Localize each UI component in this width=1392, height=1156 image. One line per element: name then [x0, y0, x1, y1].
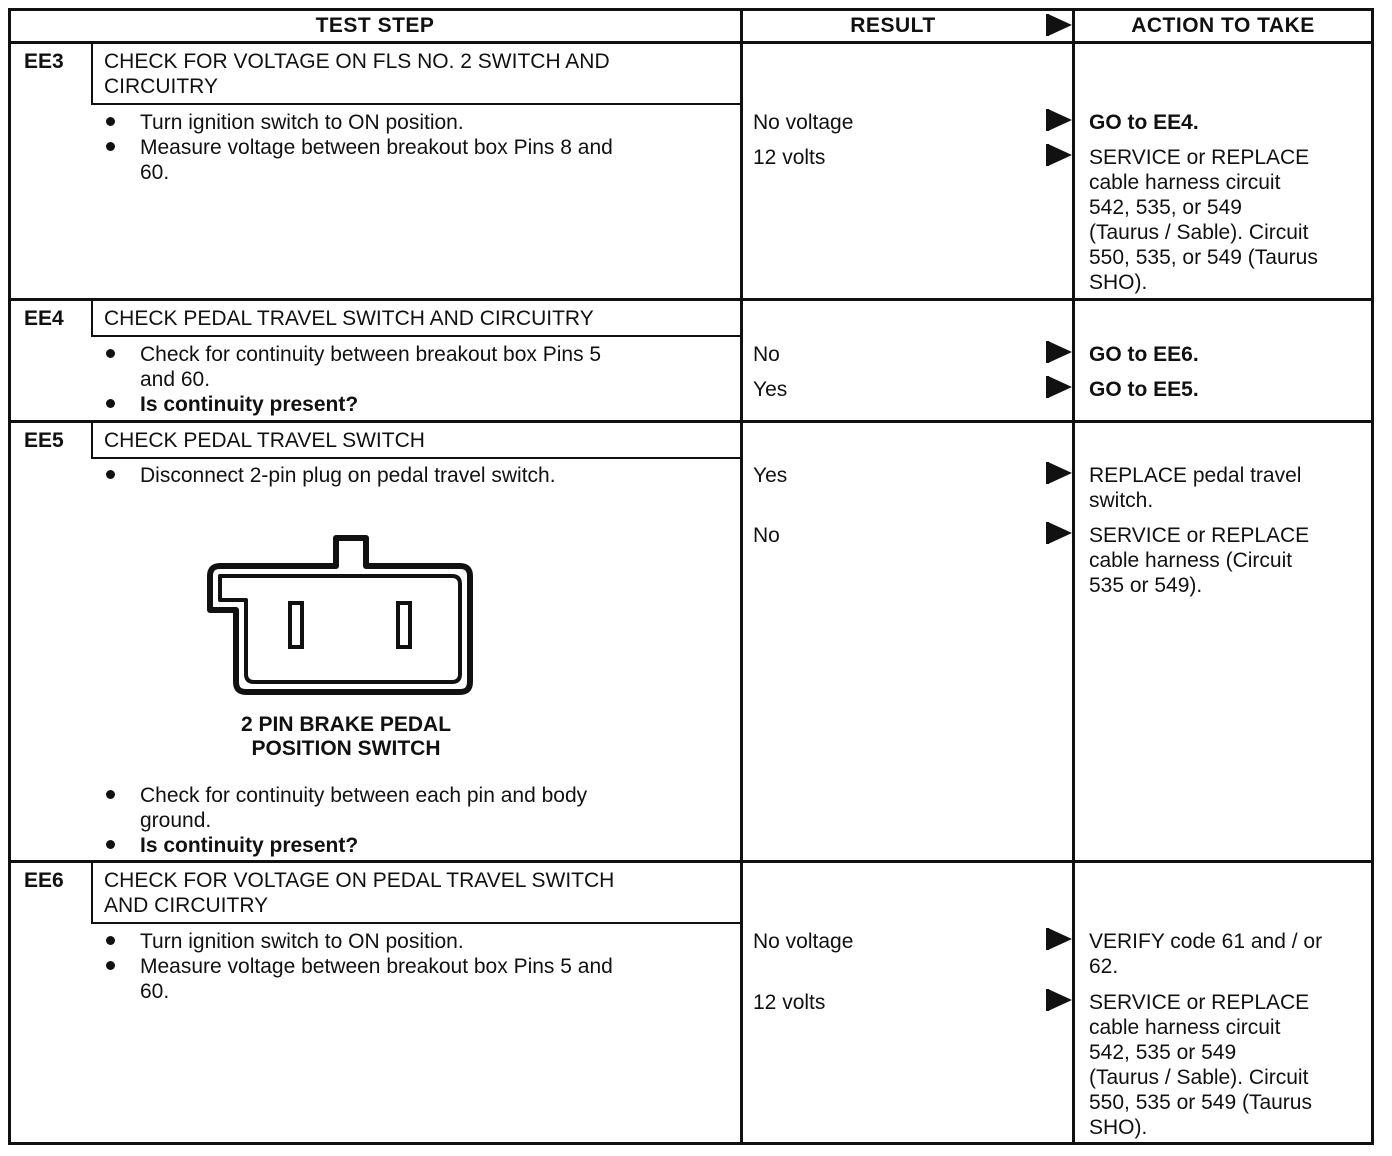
step-id-ee5: EE5: [24, 429, 64, 452]
action-ee3-2-line2: cable harness circuit: [1089, 171, 1281, 194]
action-ee6-2-line4: (Taurus / Sable). Circuit: [1089, 1066, 1309, 1089]
action-column-border: [1072, 8, 1075, 1145]
bullet-ee3-2-line2: 60.: [140, 161, 170, 184]
title-underline-ee4: [91, 335, 741, 337]
result-ee5-2: No: [753, 524, 780, 547]
row-divider-ee6: [8, 860, 1374, 863]
table-right-border: [1371, 8, 1374, 1145]
header-test-step: TEST STEP: [315, 14, 435, 37]
result-ee4-2: Yes: [753, 378, 788, 401]
action-ee6-2-line5: 550, 535 or 549 (Taurus: [1089, 1091, 1312, 1114]
bullet-ee5-1: Disconnect 2-pin plug on pedal travel switch.: [140, 464, 556, 487]
action-ee3-2-line5: 550, 535, or 549 (Taurus: [1089, 246, 1318, 269]
step-title-ee6-line2: AND CIRCUITRY: [104, 894, 269, 917]
action-ee4-2: GO to EE5.: [1089, 378, 1199, 401]
step-id-ee6: EE6: [24, 869, 64, 892]
step-title-ee3-line1: CHECK FOR VOLTAGE ON FLS NO. 2 SWITCH AND: [104, 50, 610, 73]
action-ee5-2-line1: SERVICE or REPLACE: [1089, 524, 1310, 547]
table-bottom-border: [8, 1142, 1374, 1145]
step-title-ee5: CHECK PEDAL TRAVEL SWITCH: [104, 429, 425, 452]
result-arrow-icon: [1048, 989, 1072, 1011]
bullet-icon: [106, 142, 115, 151]
bullet-ee5-3: Is continuity present?: [140, 834, 359, 857]
action-ee3-2-line6: SHO).: [1089, 271, 1148, 294]
bullet-icon: [106, 790, 115, 799]
result-arrow-icon: [1048, 522, 1072, 544]
action-ee6-1-line2: 62.: [1089, 955, 1119, 978]
bullet-icon: [106, 961, 115, 970]
bullet-icon: [106, 936, 115, 945]
action-ee4-1: GO to EE6.: [1089, 343, 1199, 366]
result-arrow-icon: [1048, 928, 1072, 950]
bullet-icon: [106, 470, 115, 479]
bullet-ee5-2-line2: ground.: [140, 809, 212, 832]
header-arrow-icon: [1048, 14, 1072, 36]
title-underline-ee5: [91, 457, 741, 459]
action-ee6-2-line2: cable harness circuit: [1089, 1016, 1281, 1039]
result-ee6-1: No voltage: [753, 930, 854, 953]
bullet-ee5-2-line1: Check for continuity between each pin and body: [140, 784, 588, 807]
figure-caption-line1: 2 PIN BRAKE PEDAL: [240, 713, 452, 736]
action-ee6-2-line1: SERVICE or REPLACE: [1089, 991, 1310, 1014]
bullet-ee6-2-line1: Measure voltage between breakout box Pins 5 and: [140, 955, 613, 978]
step-title-ee6-line1: CHECK FOR VOLTAGE ON PEDAL TRAVEL SWITCH: [104, 869, 615, 892]
action-ee5-2-line3: 535 or 549).: [1089, 574, 1203, 597]
result-ee6-2: 12 volts: [753, 991, 826, 1014]
step-id-ee4: EE4: [24, 307, 64, 330]
result-ee5-1: Yes: [753, 464, 788, 487]
action-ee5-2-line2: cable harness (Circuit: [1089, 549, 1293, 572]
row-divider-ee5: [8, 420, 1374, 423]
action-ee5-1-line1: REPLACE pedal travel: [1089, 464, 1302, 487]
bullet-ee3-1: Turn ignition switch to ON position.: [140, 111, 464, 134]
result-arrow-icon: [1048, 144, 1072, 166]
action-ee6-2-line6: SHO).: [1089, 1116, 1148, 1139]
bullet-ee6-2-line2: 60.: [140, 980, 170, 1003]
bullet-ee4-2: Is continuity present?: [140, 393, 359, 416]
result-arrow-icon: [1048, 376, 1072, 398]
action-ee5-1-line2: switch.: [1089, 489, 1154, 512]
action-ee6-2-line3: 542, 535 or 549: [1089, 1041, 1237, 1064]
action-ee3-2-line3: 542, 535, or 549: [1089, 196, 1242, 219]
id-divider-ee6: [91, 862, 93, 924]
bullet-icon: [106, 840, 115, 849]
result-ee3-1: No voltage: [753, 111, 854, 134]
bullet-ee3-2-line1: Measure voltage between breakout box Pins 8 and: [140, 136, 613, 159]
bullet-icon: [106, 349, 115, 358]
header-result: RESULT: [850, 14, 936, 37]
action-ee3-2-line4: (Taurus / Sable). Circuit: [1089, 221, 1309, 244]
figure-caption-line2: POSITION SWITCH: [251, 737, 441, 760]
brake-pedal-connector-diagram: [200, 530, 480, 700]
id-divider-ee3: [91, 42, 93, 104]
result-arrow-icon: [1048, 341, 1072, 363]
result-ee3-2: 12 volts: [753, 146, 826, 169]
result-column-border: [740, 8, 743, 1145]
id-divider-ee5: [91, 422, 93, 458]
action-ee3-2-line1: SERVICE or REPLACE: [1089, 146, 1310, 169]
step-title-ee3-line2: CIRCUITRY: [104, 75, 218, 98]
step-title-ee4: CHECK PEDAL TRAVEL SWITCH AND CIRCUITRY: [104, 307, 594, 330]
table-left-border: [8, 8, 11, 1145]
title-underline-ee3: [91, 103, 741, 105]
bullet-ee4-1-line1: Check for continuity between breakout box Pins 5: [140, 343, 602, 366]
result-arrow-icon: [1048, 109, 1072, 131]
header-action: ACTION TO TAKE: [1131, 14, 1315, 37]
result-ee4-1: No: [753, 343, 780, 366]
action-ee6-1-line1: VERIFY code 61 and / or: [1089, 930, 1323, 953]
step-id-ee3: EE3: [24, 50, 64, 73]
row-divider-ee4: [8, 298, 1374, 301]
bullet-icon: [106, 117, 115, 126]
header-bottom-border: [8, 41, 1374, 44]
id-divider-ee4: [91, 300, 93, 336]
table-top-border: [8, 8, 1374, 11]
title-underline-ee6: [91, 922, 741, 924]
bullet-ee6-1: Turn ignition switch to ON position.: [140, 930, 464, 953]
bullet-icon: [106, 399, 115, 408]
bullet-ee4-1-line2: and 60.: [140, 368, 211, 391]
action-ee3-1: GO to EE4.: [1089, 111, 1199, 134]
result-arrow-icon: [1048, 462, 1072, 484]
